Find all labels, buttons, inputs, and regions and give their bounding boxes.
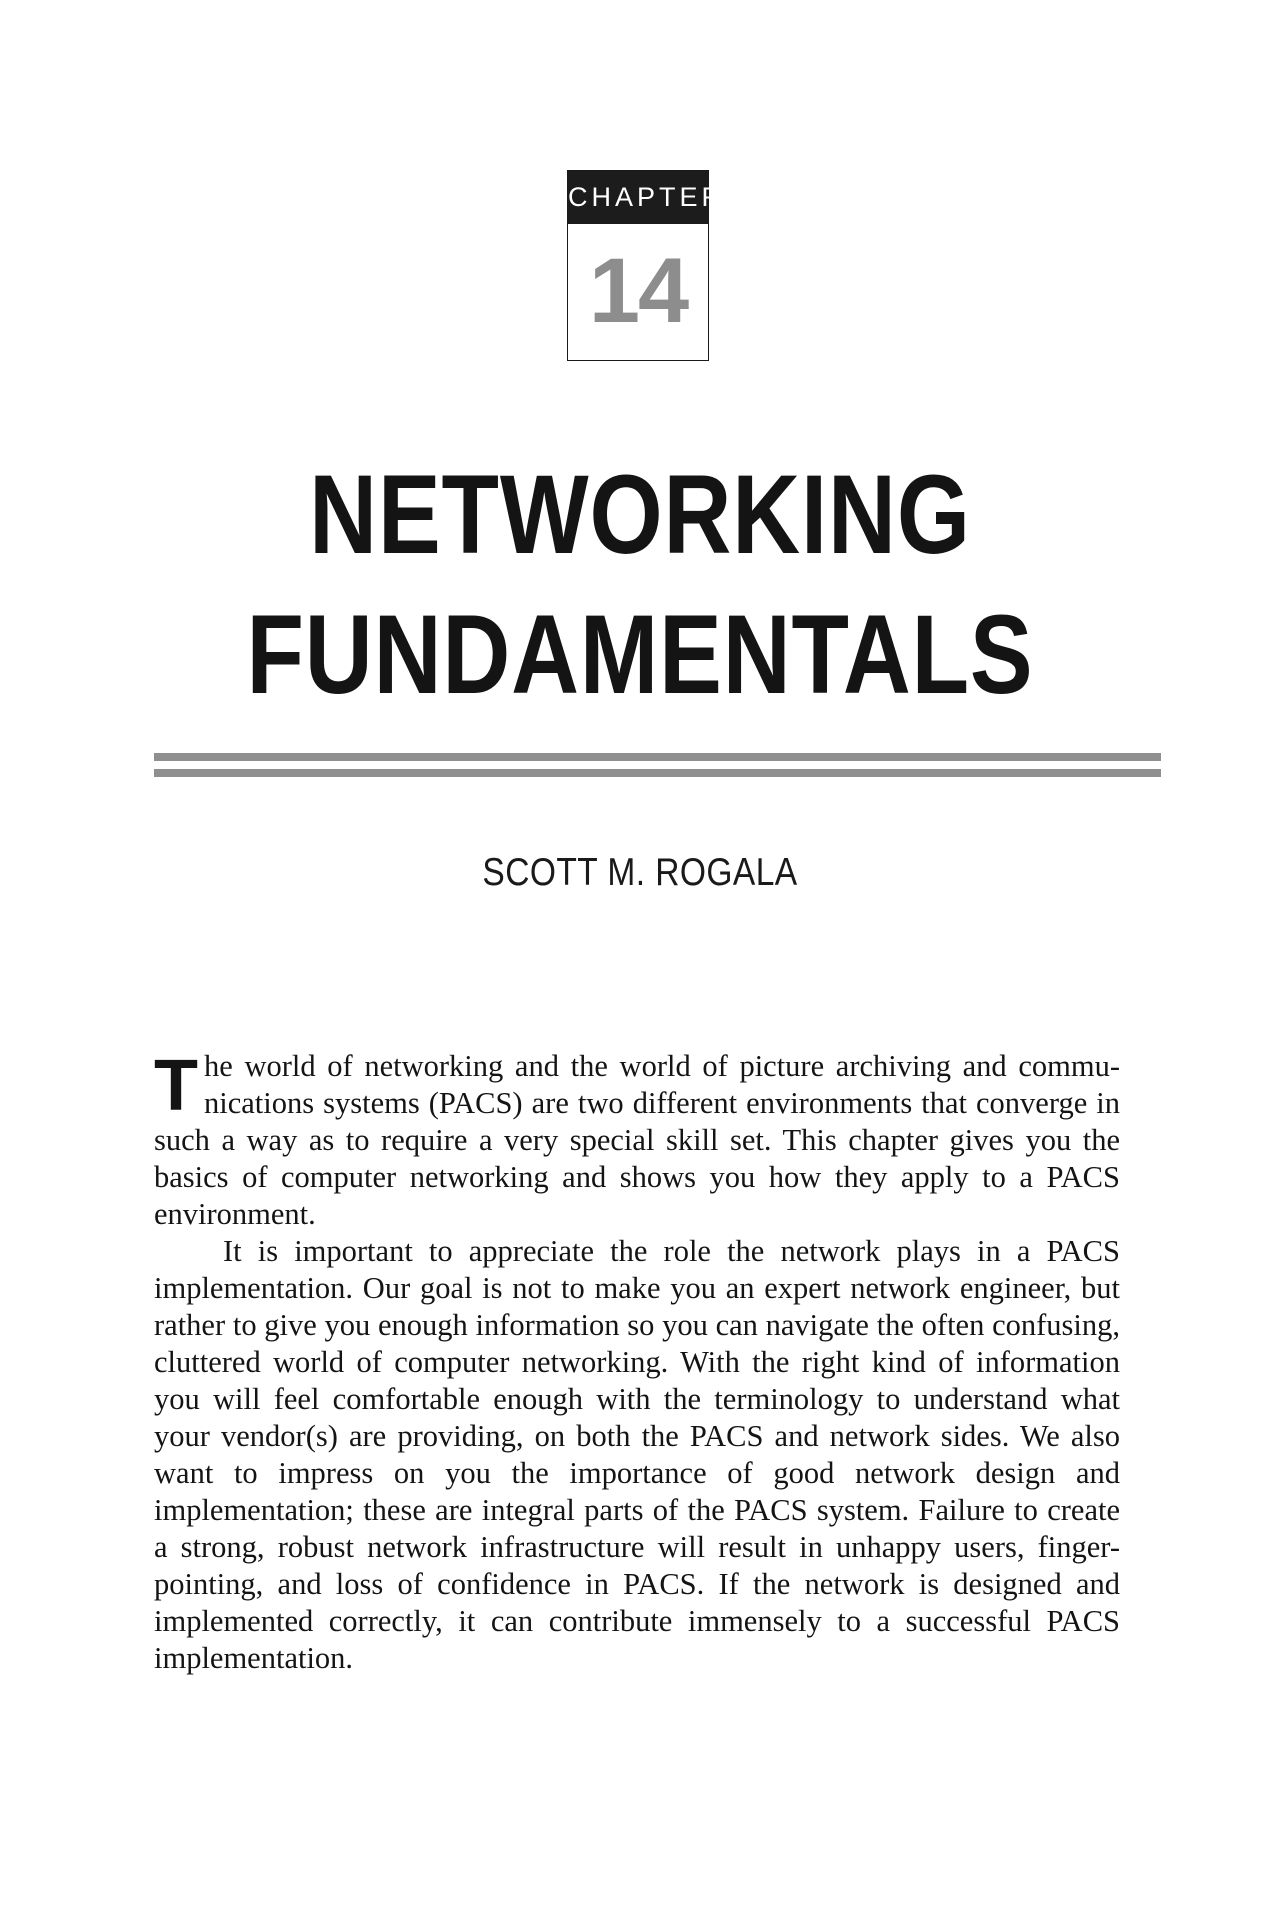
chapter-title — [102, 445, 1177, 725]
chapter-body — [154, 1048, 1120, 1677]
drop-cap: T — [154, 1046, 198, 1126]
chapter-badge — [567, 170, 726, 361]
title-divider-top — [154, 753, 1161, 761]
chapter-label: CHAPTER — [568, 171, 708, 224]
body-paragraph-1 — [154, 1048, 1120, 1233]
chapter-number: 14 — [588, 240, 688, 342]
chapter-title-line-2: FUNDAMENTALS — [246, 592, 1034, 717]
body-paragraph-2: It is important to appreciate the role the network plays in a PACS implementation. Our goal is not to make you an expert network engineer, but rather to give you enough information so you can navigate the often confusing, cluttered world of computer networking. With the right kind of information you will feel comfortable enough with the terminology to understand what your vendor(s) are providing, on both the PACS and network sides. We also want to impress on you the importance of good network design and implementation; these are integral parts of the PACS system. Failure to create a strong, robust network infrastructure will result in unhappy users, finger-pointing, and loss of confidence in PACS. If the network is designed and implemented correctly, it can contribute immensely to a successful PACS implementation. — [154, 1234, 1120, 1675]
title-divider-bottom — [154, 769, 1161, 777]
chapter-title-line-1: NETWORKING — [309, 452, 971, 577]
author-name: SCOTT M. ROGALA — [482, 851, 798, 894]
body-paragraph-1-text: he world of networking and the world of picture archiving and communications systems (PACS) are two different environments that converge in such a way as to require a very special skill set. This chapter gives you the basics of computer networking and shows you how they apply to a PACS environment. — [154, 1049, 1120, 1231]
